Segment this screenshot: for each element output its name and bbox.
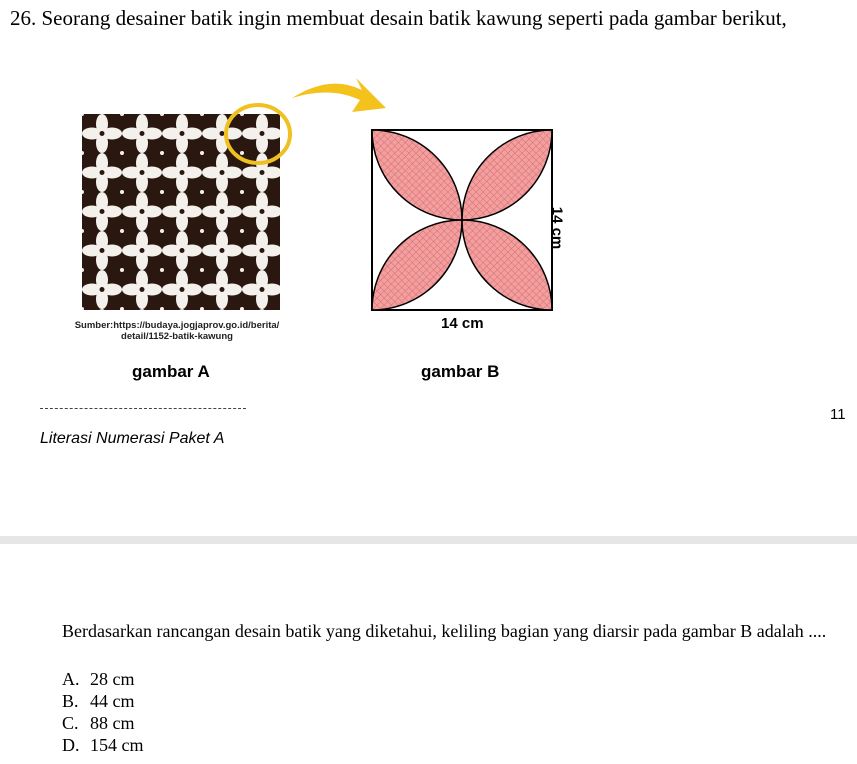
- option-text: 88 cm: [90, 713, 135, 733]
- option-letter: B.: [62, 691, 79, 711]
- image-source: [72, 320, 282, 342]
- answer-options: [62, 668, 144, 756]
- page-break: [0, 536, 857, 544]
- option-b[interactable]: [62, 690, 144, 712]
- option-d[interactable]: [62, 734, 144, 756]
- option-text: 28 cm: [90, 669, 135, 689]
- option-c[interactable]: [62, 712, 144, 734]
- page-number: 11: [830, 406, 846, 423]
- option-a[interactable]: [62, 668, 144, 690]
- figure-a-label: gambar A: [132, 362, 210, 381]
- width-label: 14 cm: [441, 315, 484, 332]
- highlight-circle: [222, 101, 294, 167]
- curved-arrow: [290, 72, 390, 120]
- option-letter: D.: [62, 735, 80, 755]
- option-letter: A.: [62, 669, 80, 689]
- question-body: Berdasarkan rancangan desain batik yang diketahui, keliling bagian yang diarsir pada gambar B adalah ....: [62, 621, 827, 641]
- footer-text: Literasi Numerasi Paket A: [40, 430, 225, 447]
- option-letter: C.: [62, 713, 79, 733]
- source-line-2: detail/1152-batik-kawung: [121, 331, 233, 342]
- figure-b-label: gambar B: [421, 362, 500, 381]
- kawung-design-diagram: [370, 128, 554, 312]
- footer-divider: [40, 408, 246, 409]
- height-label: 14 cm: [548, 206, 566, 250]
- question-title: 26. Seorang desainer batik ingin membuat desain batik kawung seperti pada gambar berikut,: [10, 6, 787, 30]
- option-text: 154 cm: [90, 735, 144, 755]
- option-text: 44 cm: [90, 691, 135, 711]
- source-line-1: Sumber:https://budaya.jogjaprov.go.id/berita/: [74, 320, 280, 331]
